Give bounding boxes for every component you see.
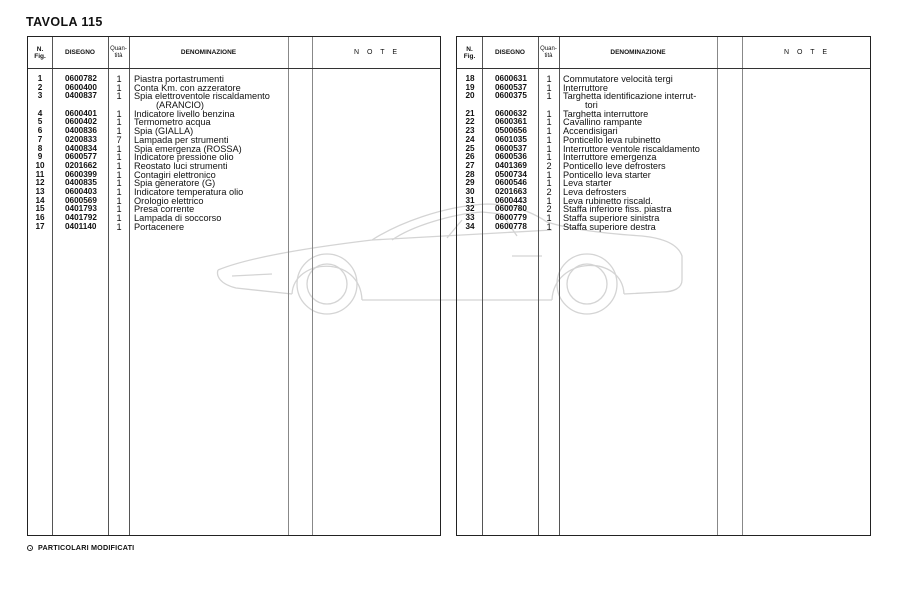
quantity: 1 [116, 195, 122, 206]
part-description: Lampada per strumenti [134, 134, 229, 145]
part-description: Piastra portastrumenti [134, 74, 224, 84]
fig-number: 34 [465, 221, 475, 231]
quantity: 1 [116, 186, 122, 197]
fig-number: 21 [465, 108, 475, 118]
quantity: 1 [116, 143, 122, 154]
fig-number: 18 [465, 74, 475, 83]
quantity: 1 [546, 152, 552, 163]
fig-number: 28 [465, 169, 475, 179]
part-description: Interruttore emergenza [563, 152, 657, 163]
fig-number: 2 [37, 82, 43, 92]
quantity: 1 [116, 204, 122, 215]
drawing-code: 0600779 [495, 213, 527, 222]
fig-number: 14 [35, 195, 45, 205]
drawing-code: 0600577 [65, 152, 97, 162]
part-description: Spia elettroventole riscaldamento [134, 91, 270, 102]
quantity: 1 [546, 126, 552, 137]
column-header-fig: N. Fig. [34, 45, 46, 60]
quantity: 2 [546, 160, 552, 171]
table-row [28, 92, 440, 101]
fig-number: 17 [35, 221, 45, 231]
part-description: Interruttore [563, 82, 608, 93]
part-description: Ponticello leva rubinetto [563, 134, 661, 145]
fig-number: 27 [465, 160, 475, 170]
part-description: Staffa superiore sinistra [563, 213, 660, 223]
quantity: 1 [546, 91, 552, 102]
drawing-code: 0400834 [65, 143, 97, 153]
quantity: 1 [546, 178, 552, 189]
drawing-code: 0500734 [495, 169, 527, 179]
quantity: 1 [546, 134, 552, 145]
table-row [28, 223, 440, 232]
fig-number: 31 [465, 195, 475, 205]
table-row [457, 92, 870, 101]
drawing-code: 0600782 [65, 74, 97, 83]
drawing-code: 0401140 [65, 221, 97, 231]
drawing-code: 0600361 [495, 117, 527, 127]
fig-number: 32 [465, 204, 475, 214]
part-description: Spia emergenza (ROSSA) [134, 143, 242, 154]
quantity: 1 [116, 91, 122, 102]
drawing-code: 0601035 [495, 134, 527, 144]
part-description: Staffa inferiore fiss. piastra [563, 204, 672, 215]
fig-number: 26 [465, 152, 475, 162]
part-description: Portacenere [134, 221, 185, 232]
part-description: Ponticello leve defrosters [563, 160, 666, 171]
column-header-name: DENOMINAZIONE [180, 49, 237, 56]
part-description: Presa corrente [134, 204, 195, 215]
part-description: Orologio elettrico [134, 195, 204, 206]
column-header-drawing: DISEGNO [495, 49, 525, 56]
part-description: Targhetta identificazione interrut- [563, 91, 697, 102]
drawing-code: 0201662 [65, 160, 97, 170]
drawing-code: 0600443 [495, 195, 527, 205]
fig-number: 20 [465, 91, 475, 101]
quantity: 1 [546, 82, 552, 93]
column-header-quantity: Quan- tità [540, 45, 557, 59]
part-description: Interruttore ventole riscaldamento [563, 143, 700, 154]
left-rows [28, 75, 440, 231]
page-title: TAVOLA 115 [26, 15, 103, 29]
fig-number: 13 [35, 186, 45, 196]
fig-number: 16 [35, 213, 45, 222]
fig-number: 12 [35, 178, 45, 188]
drawing-code: 0200833 [65, 134, 97, 144]
column-header-quantity: Quan- tità [110, 45, 127, 59]
column-header-notes: N O T E [353, 49, 401, 56]
drawing-code: 0401369 [495, 160, 527, 170]
drawing-code: 0401793 [65, 204, 97, 214]
parts-table-right [456, 36, 871, 536]
part-description: Contagiri elettronico [134, 169, 216, 180]
footer-text: PARTICOLARI MODIFICATI [38, 543, 135, 552]
quantity: 1 [546, 213, 552, 223]
drawing-code: 0400836 [65, 126, 97, 136]
part-description: Spia (GIALLA) [134, 126, 194, 137]
right-rows [457, 75, 870, 231]
drawing-code: 0600537 [495, 143, 527, 153]
quantity: 1 [116, 82, 122, 93]
column-header-name: DENOMINAZIONE [610, 49, 666, 56]
fig-number: 30 [465, 186, 475, 196]
fig-number: 9 [37, 152, 43, 162]
quantity: 2 [546, 204, 552, 215]
part-description: Targhetta interruttore [563, 108, 649, 119]
fig-number: 8 [37, 143, 43, 153]
quantity: 1 [546, 108, 552, 119]
fig-number: 33 [465, 213, 475, 222]
part-description: tori [585, 100, 598, 111]
drawing-code: 0600632 [495, 108, 527, 118]
fig-number: 3 [37, 91, 43, 101]
fig-number: 22 [465, 117, 475, 127]
fig-number: 5 [37, 117, 43, 127]
part-description: Accendisigari [563, 126, 618, 137]
part-description: Indicatore temperatura olio [134, 186, 244, 197]
part-description: Spia generatore (G) [134, 178, 216, 189]
drawing-code: 0400837 [65, 91, 97, 101]
drawing-code: 0400835 [65, 178, 97, 188]
fig-number: 19 [465, 82, 475, 92]
fig-number: 29 [465, 178, 475, 188]
quantity: 1 [546, 221, 552, 232]
quantity: 1 [546, 117, 552, 128]
part-description: Commutatore velocità tergi [563, 74, 673, 84]
quantity: 1 [116, 221, 122, 232]
quantity: 1 [116, 178, 122, 189]
quantity: 1 [116, 74, 122, 84]
part-description: Lampada di soccorso [134, 213, 222, 223]
fig-number: 1 [37, 74, 43, 83]
part-description: Indicatore livello benzina [134, 108, 235, 119]
table-row [457, 223, 870, 232]
quantity: 1 [546, 143, 552, 154]
drawing-code: 0600399 [65, 169, 97, 179]
fig-number: 24 [465, 134, 475, 144]
drawing-code: 0401792 [65, 213, 97, 222]
quantity: 1 [116, 213, 122, 223]
parts-table-left [27, 36, 441, 536]
column-header-drawing: DISEGNO [65, 49, 95, 56]
quantity: 1 [116, 160, 122, 171]
drawing-code: 0600631 [495, 74, 527, 83]
part-description: Termometro acqua [134, 117, 211, 128]
footer-note [27, 543, 134, 552]
fig-number: 10 [35, 160, 45, 170]
part-description: Staffa superiore destra [563, 221, 656, 232]
part-description: Leva defrosters [563, 186, 627, 197]
drawing-code: 0600546 [495, 178, 527, 188]
part-description: Leva starter [563, 178, 612, 189]
part-description: (ARANCIO) [156, 100, 204, 111]
column-header-fig: N. Fig. [463, 45, 476, 60]
drawing-code: 0600403 [65, 186, 97, 196]
drawing-code: 0600778 [495, 221, 527, 231]
quantity: 1 [546, 195, 552, 206]
quantity: 2 [546, 186, 552, 197]
part-description: Indicatore pressione olio [134, 152, 234, 163]
fig-number: 4 [37, 108, 43, 118]
drawing-code: 0600402 [65, 117, 97, 127]
quantity: 1 [546, 74, 552, 84]
drawing-code: 0600400 [65, 82, 97, 92]
drawing-code: 0500656 [495, 126, 527, 136]
quantity: 1 [116, 169, 122, 180]
fig-number: 7 [37, 134, 43, 144]
part-description: Leva rubinetto riscald. [563, 195, 653, 206]
quantity: 1 [116, 117, 122, 128]
part-description: Conta Km. con azzeratore [134, 82, 241, 93]
part-description: Cavallino rampante [563, 117, 643, 128]
part-description: Ponticello leva starter [563, 169, 651, 180]
drawing-code: 0600569 [65, 195, 97, 205]
fig-number: 6 [37, 126, 43, 136]
column-header-notes: N O T E [783, 49, 831, 56]
drawing-code: 0600780 [495, 204, 527, 214]
quantity: 1 [116, 108, 122, 119]
circled-dot-icon [27, 545, 33, 551]
quantity: 1 [546, 169, 552, 180]
fig-number: 15 [35, 204, 45, 214]
drawing-code: 0600537 [495, 82, 527, 92]
quantity: 1 [116, 126, 122, 137]
drawing-code: 0600401 [65, 108, 97, 118]
part-description: Reostato luci strumenti [134, 160, 228, 171]
fig-number: 25 [465, 143, 475, 153]
fig-number: 23 [465, 126, 475, 136]
drawing-code: 0600375 [495, 91, 527, 101]
drawing-code: 0201663 [495, 186, 527, 196]
quantity: 1 [116, 152, 122, 163]
drawing-code: 0600536 [495, 152, 527, 162]
quantity: 7 [116, 134, 122, 145]
fig-number: 11 [35, 169, 45, 179]
